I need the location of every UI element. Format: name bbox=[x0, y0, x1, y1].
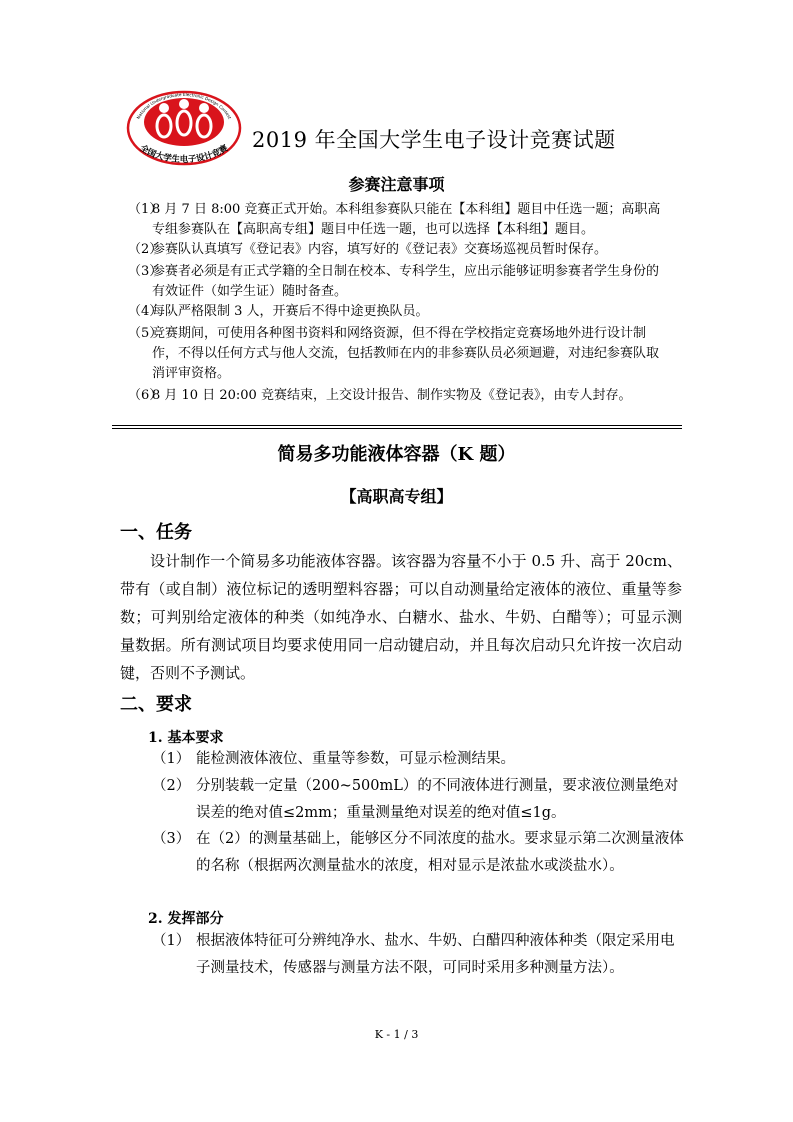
requirement-item-number: （1） bbox=[152, 751, 191, 767]
notice-item bbox=[128, 200, 668, 240]
requirement-item bbox=[152, 746, 684, 773]
notice-item-text: 8 月 7 日 8:00 竞赛正式开始。本科组参赛队只能在【本科组】题目中任选一题；高职高专组参赛队在【高职高专组】题目中任选一题，也可以选择【本科组】题目。 bbox=[152, 202, 661, 237]
requirement-item-number: （3） bbox=[152, 831, 191, 847]
requirement-item-text: 在（2）的测量基础上，能够区分不同浓度的盐水。要求显示第二次测量液体的名称（根据两次测量盐水的浓度，相对显示是浓盐水或淡盐水）。 bbox=[196, 831, 684, 874]
requirement-item bbox=[152, 826, 684, 880]
notice-item bbox=[128, 386, 668, 406]
divider-line bbox=[112, 428, 682, 429]
notice-item-number: （6） bbox=[128, 388, 163, 403]
page-title: 2019 年全国大学生电子设计竞赛试题 bbox=[252, 128, 616, 152]
requirement-item bbox=[152, 928, 684, 982]
problem-title: 简易多功能液体容器（K 题） bbox=[277, 444, 516, 465]
notice-item-text: 每队严格限制 3 人，开赛后不得中途更换队员。 bbox=[152, 304, 429, 319]
requirement-item-text: 能检测液体液位、重量等参数，可显示检测结果。 bbox=[196, 751, 515, 767]
logo-text-en: National Undergraduate Electronic Design Contest bbox=[135, 91, 233, 120]
notice-title: 参赛注意事项 bbox=[348, 175, 445, 194]
requirement-item-number: （1） bbox=[152, 933, 191, 949]
notice-item-number: （5） bbox=[128, 326, 163, 341]
requirement-item-text: 分别装载一定量（200~500mL）的不同液体进行测量，要求液位测量绝对误差的绝对值≤2mm；重量测量绝对误差的绝对值≤1g。 bbox=[196, 778, 679, 821]
basic-requirements-heading: 1. 基本要求 bbox=[148, 730, 224, 746]
notice-item-text: 参赛队认真填写《登记表》内容，填写好的《登记表》交赛场巡视员暂时保存。 bbox=[152, 242, 608, 257]
requirement-item-number: （2） bbox=[152, 778, 191, 794]
page-footer: K - 1 / 3 bbox=[374, 1028, 419, 1041]
notice-item bbox=[128, 302, 668, 322]
notice-item-number: （3） bbox=[128, 264, 163, 279]
task-heading: 一、任务 bbox=[120, 522, 192, 543]
notice-item-number: （4） bbox=[128, 304, 163, 319]
notice-item-number: （1） bbox=[128, 202, 163, 217]
requirements-heading: 二、要求 bbox=[120, 694, 192, 715]
notice-item-number: （2） bbox=[128, 242, 163, 257]
task-paragraph: 设计制作一个简易多功能液体容器。该容器为容量不小于 0.5 升、高于 20cm、带有（或自制）液位标记的透明塑料容器；可以自动测量给定液体的液位、重量等参数；可判别给定液体的种类（如纯净水、白糖水、盐水、牛奶、白醋等）；可显示测量数据。所有测试项目均要求使用同一启动键启动，并且每次启动只允许按一次启动键，否则不予测试。 bbox=[120, 552, 682, 682]
notice-item bbox=[128, 240, 668, 260]
contest-logo bbox=[122, 86, 246, 166]
divider-line bbox=[112, 425, 682, 426]
group-title: 【高职高专组】 bbox=[340, 487, 453, 506]
notice-item-text: 8 月 10 日 20:00 竞赛结束，上交设计报告、制作实物及《登记表》，由专人封存。 bbox=[152, 388, 632, 403]
requirement-item-text: 根据液体特征可分辨纯净水、盐水、牛奶、白醋四种液体种类（限定采用电子测量技术，传感器与测量方法不限，可同时采用多种测量方法）。 bbox=[196, 933, 675, 976]
notice-item bbox=[128, 262, 668, 302]
notice-item bbox=[128, 324, 668, 384]
logo-text: 全国大学生电子设计竞赛 bbox=[137, 143, 231, 165]
requirement-item bbox=[152, 773, 684, 827]
extended-requirements-heading: 2. 发挥部分 bbox=[148, 911, 224, 927]
notice-item-text: 竞赛期间，可使用各种图书资料和网络资源，但不得在学校指定竞赛场地外进行设计制作，不得以任何方式与他人交流，包括教师在内的非参赛队员必须迴避，对违纪参赛队取消评审资格。 bbox=[152, 326, 660, 381]
notice-item-text: 参赛者必须是有正式学籍的全日制在校本、专科学生，应出示能够证明参赛者学生身份的有效证件（如学生证）随时备查。 bbox=[152, 264, 660, 299]
